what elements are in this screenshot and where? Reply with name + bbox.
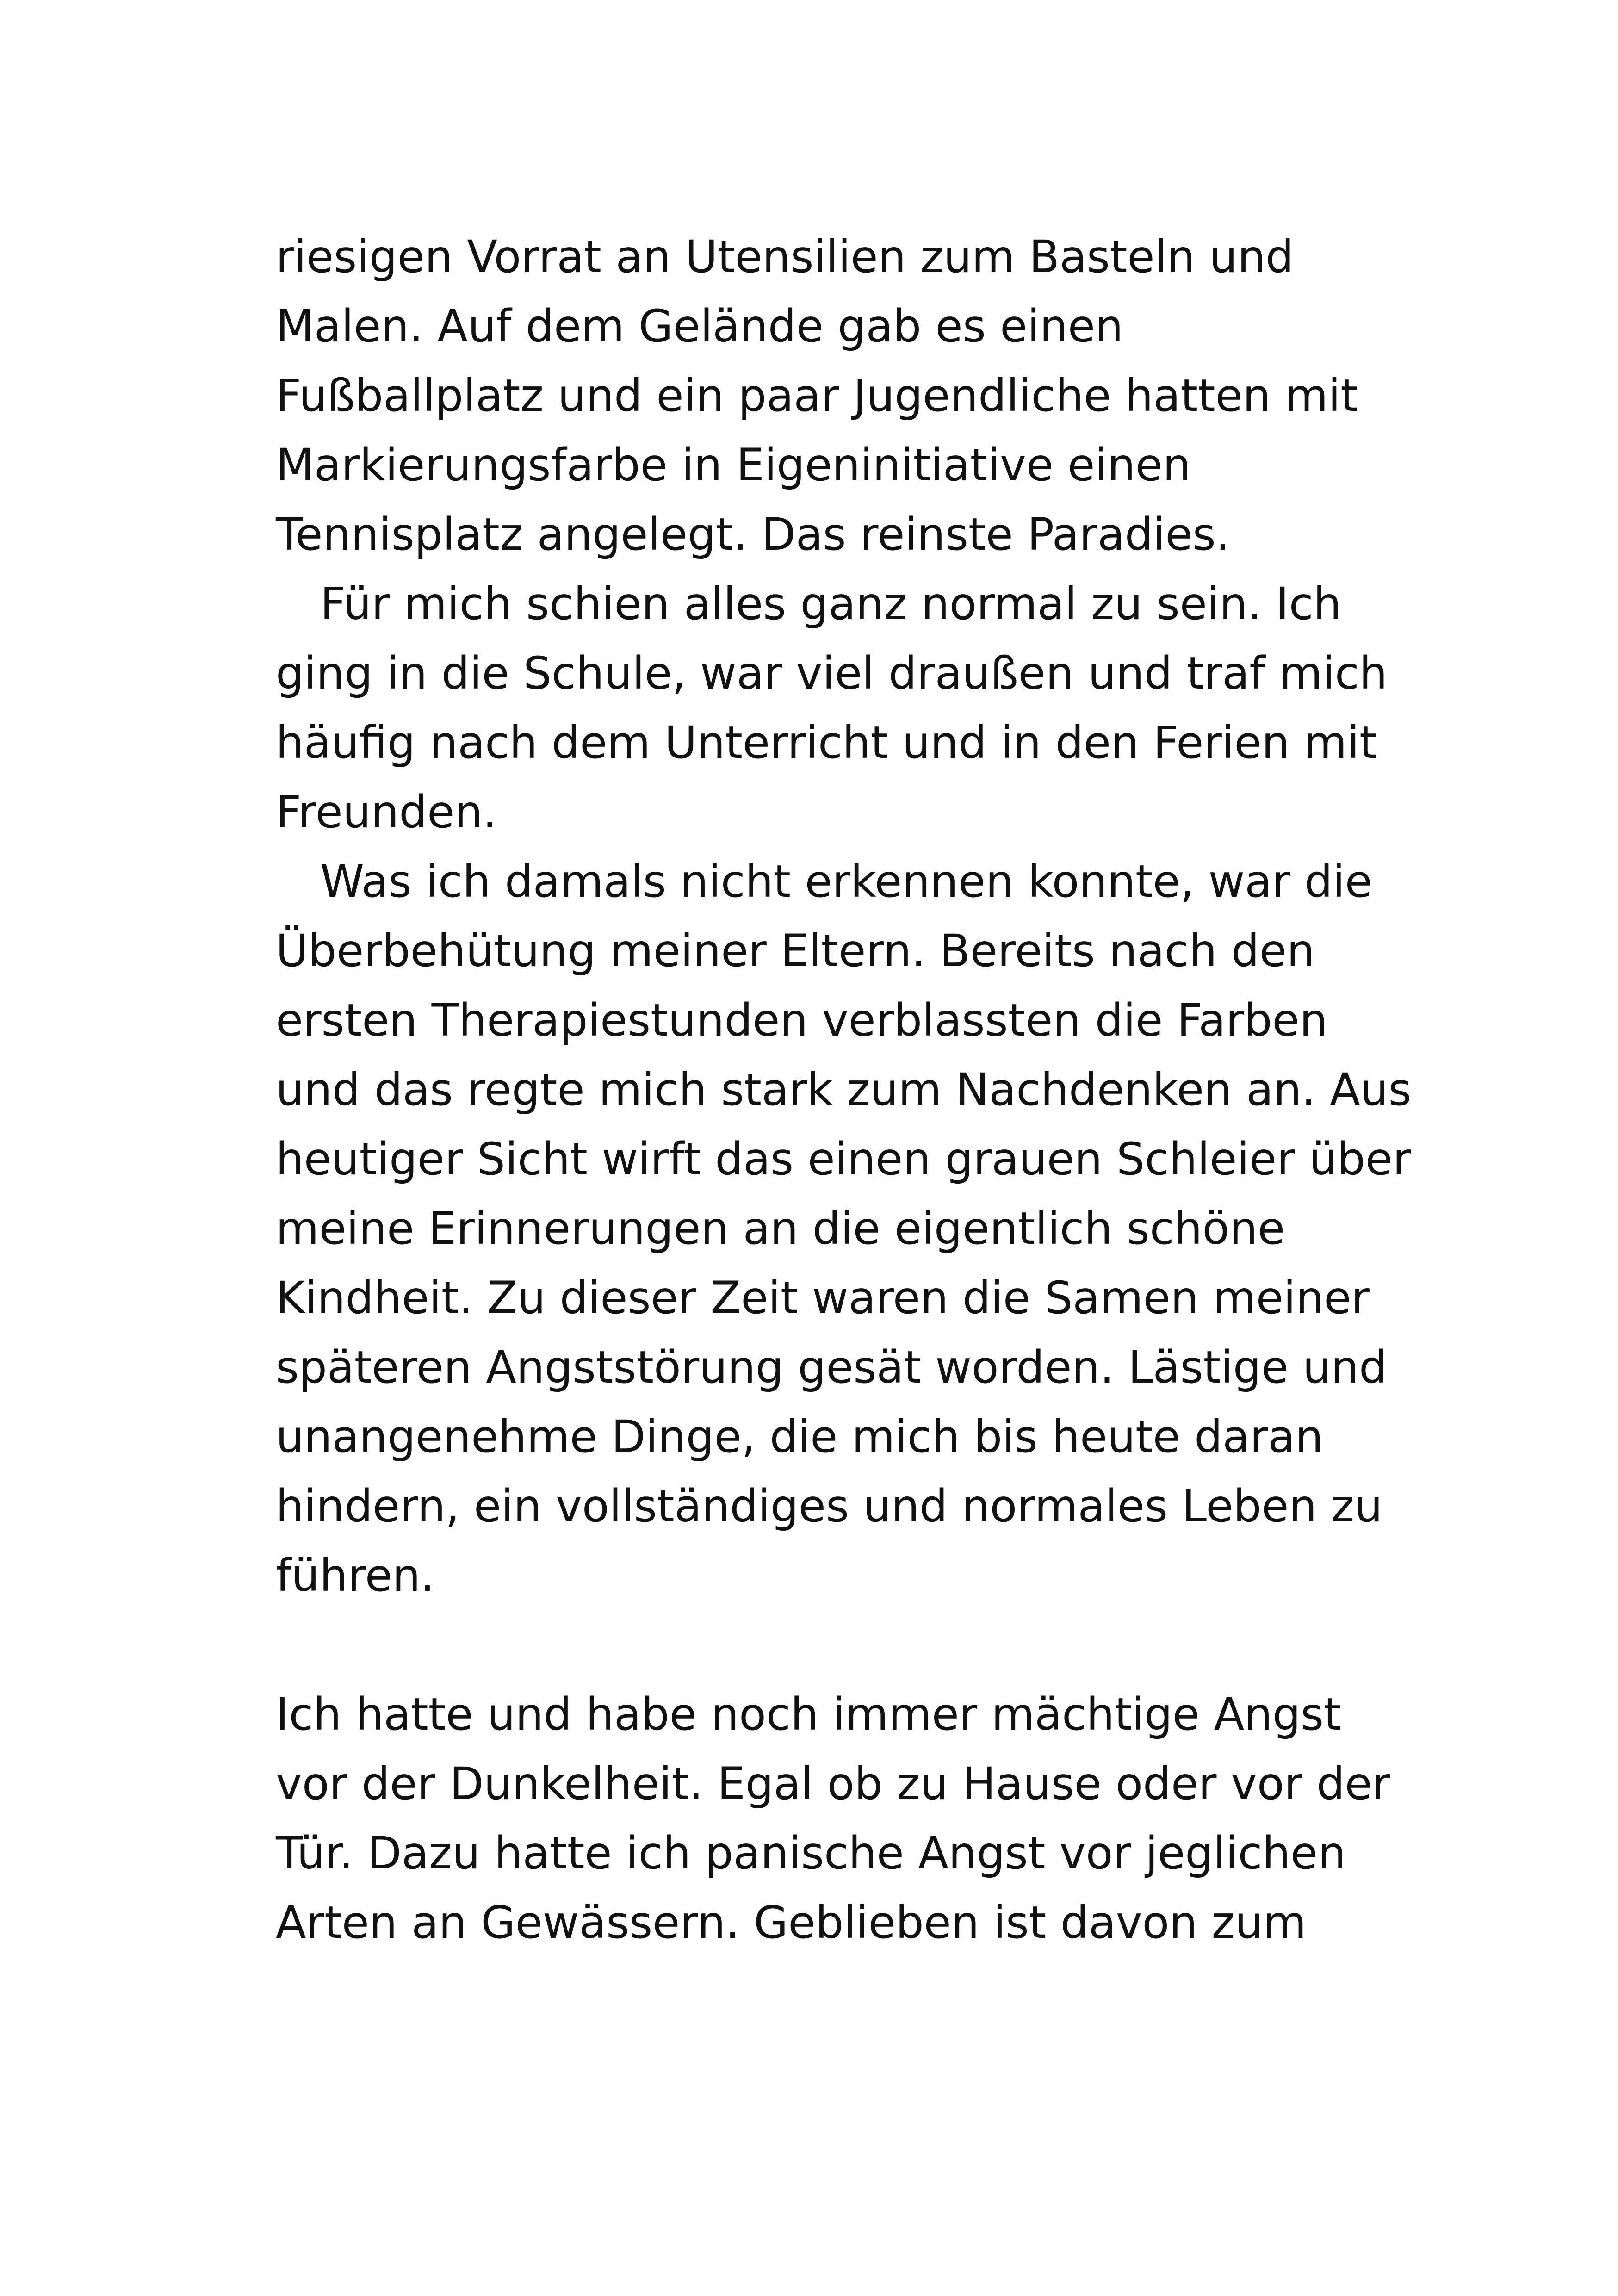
- text-line: heutiger Sicht wirft das einen grauen Schleier über: [276, 1133, 1411, 1185]
- text-line: riesigen Vorrat an Utensilien zum Basteln und: [276, 231, 1294, 283]
- text-line: führen.: [276, 1550, 435, 1601]
- text-line: meine Erinnerungen an die eigentlich schöne: [276, 1203, 1285, 1254]
- body-text: [276, 222, 1412, 1957]
- text-line: Arten an Gewässern. Geblieben ist davon zum: [276, 1897, 1307, 1948]
- text-line: häufig nach dem Unterricht und in den Ferien mit: [276, 717, 1377, 769]
- text-line: Freunden.: [276, 786, 497, 838]
- text-line: Tür. Dazu hatte ich panische Angst vor jeglichen: [276, 1827, 1346, 1879]
- text-line: Überbehütung meiner Eltern. Bereits nach den: [276, 925, 1315, 977]
- text-line: und das regte mich stark zum Nachdenken an. Aus: [276, 1064, 1412, 1116]
- text-line: Markierungsfarbe in Eigeninitiative einen: [276, 439, 1191, 491]
- text-line: unangenehme Dinge, die mich bis heute daran: [276, 1411, 1324, 1463]
- text-line: Was ich damals nicht erkennen konnte, war die: [320, 856, 1372, 907]
- text-line: Kindheit. Zu dieser Zeit waren die Samen meiner: [276, 1272, 1370, 1324]
- text-line: vor der Dunkelheit. Egal ob zu Hause oder vor der: [276, 1758, 1390, 1810]
- text-line: ersten Therapiestunden verblassten die Farben: [276, 994, 1328, 1046]
- text-line: späteren Angststörung gesät worden. Lästige und: [276, 1341, 1388, 1393]
- text-line: Malen. Auf dem Gelände gab es einen: [276, 300, 1123, 352]
- section-break: [276, 1610, 1386, 1680]
- text-line: Fußballplatz und ein paar Jugendliche hatten mit: [276, 370, 1358, 422]
- text-line: Für mich schien alles ganz normal zu sein. Ich: [320, 578, 1342, 630]
- text-line: Tennisplatz angelegt. Das reinste Paradies.: [276, 509, 1230, 560]
- text-line: hindern, ein vollständiges und normales Leben zu: [276, 1480, 1383, 1532]
- text-line: ging in die Schule, war viel draußen und traf mich: [276, 647, 1388, 699]
- text-line: Ich hatte und habe noch immer mächtige Angst: [276, 1688, 1341, 1740]
